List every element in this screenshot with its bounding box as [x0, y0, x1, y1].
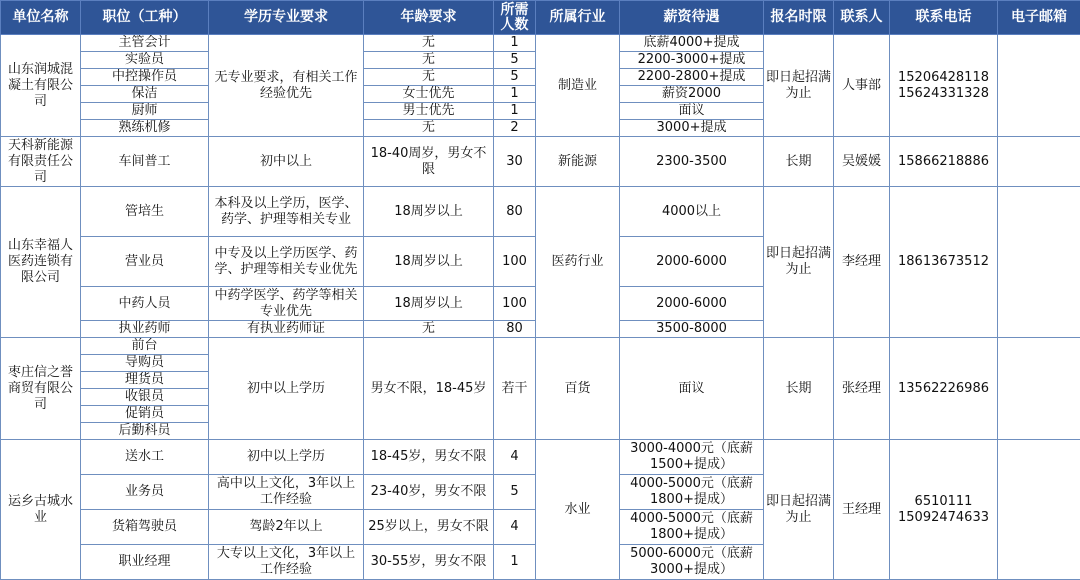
list-item: 收银员	[81, 389, 208, 406]
email-cell	[998, 440, 1080, 580]
job-title: 实验员	[81, 52, 209, 69]
headcount: 1	[494, 103, 536, 120]
list-item: 促销员	[81, 406, 208, 423]
headcount: 30	[494, 137, 536, 187]
job-title: 保洁	[81, 86, 209, 103]
contact-person: 吴媛媛	[834, 137, 890, 187]
education-requirement: 驾龄2年以上	[209, 510, 364, 545]
company-name: 运乡古城水业	[1, 440, 81, 580]
list-item: 理货员	[81, 372, 208, 389]
age-requirement: 18周岁以上	[364, 237, 494, 287]
headcount: 5	[494, 52, 536, 69]
job-title: 业务员	[81, 475, 209, 510]
contact-person: 王经理	[834, 440, 890, 580]
age-requirement: 无	[364, 52, 494, 69]
contact-phone: 13562226986	[890, 338, 998, 440]
deadline: 长期	[764, 338, 834, 440]
salary: 面议	[620, 103, 764, 120]
header-row	[1, 1, 1080, 35]
phone-line: 6510111	[892, 494, 995, 510]
salary: 5000-6000元（底薪3000+提成）	[620, 545, 764, 580]
contact-person: 人事部	[834, 35, 890, 137]
table-row	[1, 35, 1080, 52]
headcount: 4	[494, 440, 536, 475]
list-item: 前台	[81, 338, 208, 355]
salary: 4000-5000元（底薪1800+提成）	[620, 475, 764, 510]
job-title: 主管会计	[81, 35, 209, 52]
salary: 3500-8000	[620, 321, 764, 338]
headcount: 2	[494, 120, 536, 137]
deadline: 即日起招满为止	[764, 187, 834, 338]
job-title: 中药人员	[81, 287, 209, 321]
phone-line: 15624331328	[892, 86, 995, 102]
headcount: 100	[494, 287, 536, 321]
contact-phone: 15866218886	[890, 137, 998, 187]
salary: 薪资2000	[620, 86, 764, 103]
list-item: 导购员	[81, 355, 208, 372]
headcount: 1	[494, 86, 536, 103]
industry: 水业	[536, 440, 620, 580]
education-requirement: 中专及以上学历医学、药学、护理等相关专业优先	[209, 237, 364, 287]
contact-phone	[890, 35, 998, 137]
education-requirement: 高中以上文化，3年以上工作经验	[209, 475, 364, 510]
list-item: 后勤科员	[81, 423, 208, 439]
header-deadline: 报名时限	[764, 1, 834, 35]
job-title: 厨师	[81, 103, 209, 120]
contact-person: 李经理	[834, 187, 890, 338]
age-requirement: 无	[364, 321, 494, 338]
headcount: 4	[494, 510, 536, 545]
headcount: 80	[494, 187, 536, 237]
age-requirement: 无	[364, 69, 494, 86]
headcount: 1	[494, 545, 536, 580]
header-position: 职位（工种）	[81, 1, 209, 35]
age-requirement: 男士优先	[364, 103, 494, 120]
job-title: 送水工	[81, 440, 209, 475]
job-title: 车间普工	[81, 137, 209, 187]
table-row	[1, 137, 1080, 187]
education-requirement: 大专以上文化，3年以上工作经验	[209, 545, 364, 580]
education-requirement: 初中以上学历	[209, 338, 364, 440]
phone-line: 15206428118	[892, 70, 995, 86]
email-cell	[998, 137, 1080, 187]
education-requirement: 本科及以上学历，医学、药学、护理等相关专业	[209, 187, 364, 237]
header-salary: 薪资待遇	[620, 1, 764, 35]
deadline: 即日起招满为止	[764, 440, 834, 580]
industry: 新能源	[536, 137, 620, 187]
age-requirement: 18周岁以上	[364, 187, 494, 237]
company-name: 枣庄信之誉商贸有限公司	[1, 338, 81, 440]
age-requirement: 23-40岁，男女不限	[364, 475, 494, 510]
phone-line: 15092474633	[892, 510, 995, 526]
email-cell	[998, 35, 1080, 137]
company-name: 山东润城混凝土有限公司	[1, 35, 81, 137]
age-requirement: 男女不限，18-45岁	[364, 338, 494, 440]
age-requirement: 25岁以上，男女不限	[364, 510, 494, 545]
headcount: 若干	[494, 338, 536, 440]
deadline: 即日起招满为止	[764, 35, 834, 137]
header-phone: 联系电话	[890, 1, 998, 35]
industry: 百货	[536, 338, 620, 440]
header-age: 年龄要求	[364, 1, 494, 35]
salary: 面议	[620, 338, 764, 440]
salary: 4000以上	[620, 187, 764, 237]
company-name: 山东幸福人医药连锁有限公司	[1, 187, 81, 338]
salary: 2000-6000	[620, 237, 764, 287]
education-requirement: 有执业药师证	[209, 321, 364, 338]
headcount: 100	[494, 237, 536, 287]
salary: 3000+提成	[620, 120, 764, 137]
salary: 2300-3500	[620, 137, 764, 187]
age-requirement: 无	[364, 120, 494, 137]
education-requirement: 中药学医学、药学等相关专业优先	[209, 287, 364, 321]
header-contact: 联系人	[834, 1, 890, 35]
contact-phone	[890, 440, 998, 580]
industry: 医药行业	[536, 187, 620, 338]
education-requirement: 初中以上	[209, 137, 364, 187]
header-industry: 所属行业	[536, 1, 620, 35]
age-requirement: 18周岁以上	[364, 287, 494, 321]
job-title: 职业经理	[81, 545, 209, 580]
email-cell	[998, 187, 1080, 338]
header-company: 单位名称	[1, 1, 81, 35]
salary: 4000-5000元（底薪1800+提成）	[620, 510, 764, 545]
contact-person: 张经理	[834, 338, 890, 440]
job-title: 中控操作员	[81, 69, 209, 86]
email-cell	[998, 338, 1080, 440]
job-list	[81, 338, 209, 440]
header-email: 电子邮箱	[998, 1, 1080, 35]
job-title: 营业员	[81, 237, 209, 287]
job-title: 执业药师	[81, 321, 209, 338]
contact-phone: 18613673512	[890, 187, 998, 338]
education-requirement: 初中以上学历	[209, 440, 364, 475]
job-title: 管培生	[81, 187, 209, 237]
age-requirement: 18-40周岁，男女不限	[364, 137, 494, 187]
salary: 2200-2800+提成	[620, 69, 764, 86]
headcount: 5	[494, 69, 536, 86]
headcount: 1	[494, 35, 536, 52]
job-title: 熟练机修	[81, 120, 209, 137]
industry: 制造业	[536, 35, 620, 137]
headcount: 80	[494, 321, 536, 338]
header-count: 所需人数	[494, 1, 536, 35]
age-requirement: 无	[364, 35, 494, 52]
deadline: 长期	[764, 137, 834, 187]
age-requirement: 30-55岁，男女不限	[364, 545, 494, 580]
company-name: 天科新能源有限责任公司	[1, 137, 81, 187]
table-row	[1, 187, 1080, 237]
headcount: 5	[494, 475, 536, 510]
salary: 2200-3000+提成	[620, 52, 764, 69]
table-row	[1, 440, 1080, 475]
age-requirement: 18-45岁，男女不限	[364, 440, 494, 475]
salary: 2000-6000	[620, 287, 764, 321]
salary: 底薪4000+提成	[620, 35, 764, 52]
salary: 3000-4000元（底薪1500+提成）	[620, 440, 764, 475]
education-requirement: 无专业要求，有相关工作经验优先	[209, 35, 364, 137]
header-education: 学历专业要求	[209, 1, 364, 35]
job-title: 货箱驾驶员	[81, 510, 209, 545]
age-requirement: 女士优先	[364, 86, 494, 103]
